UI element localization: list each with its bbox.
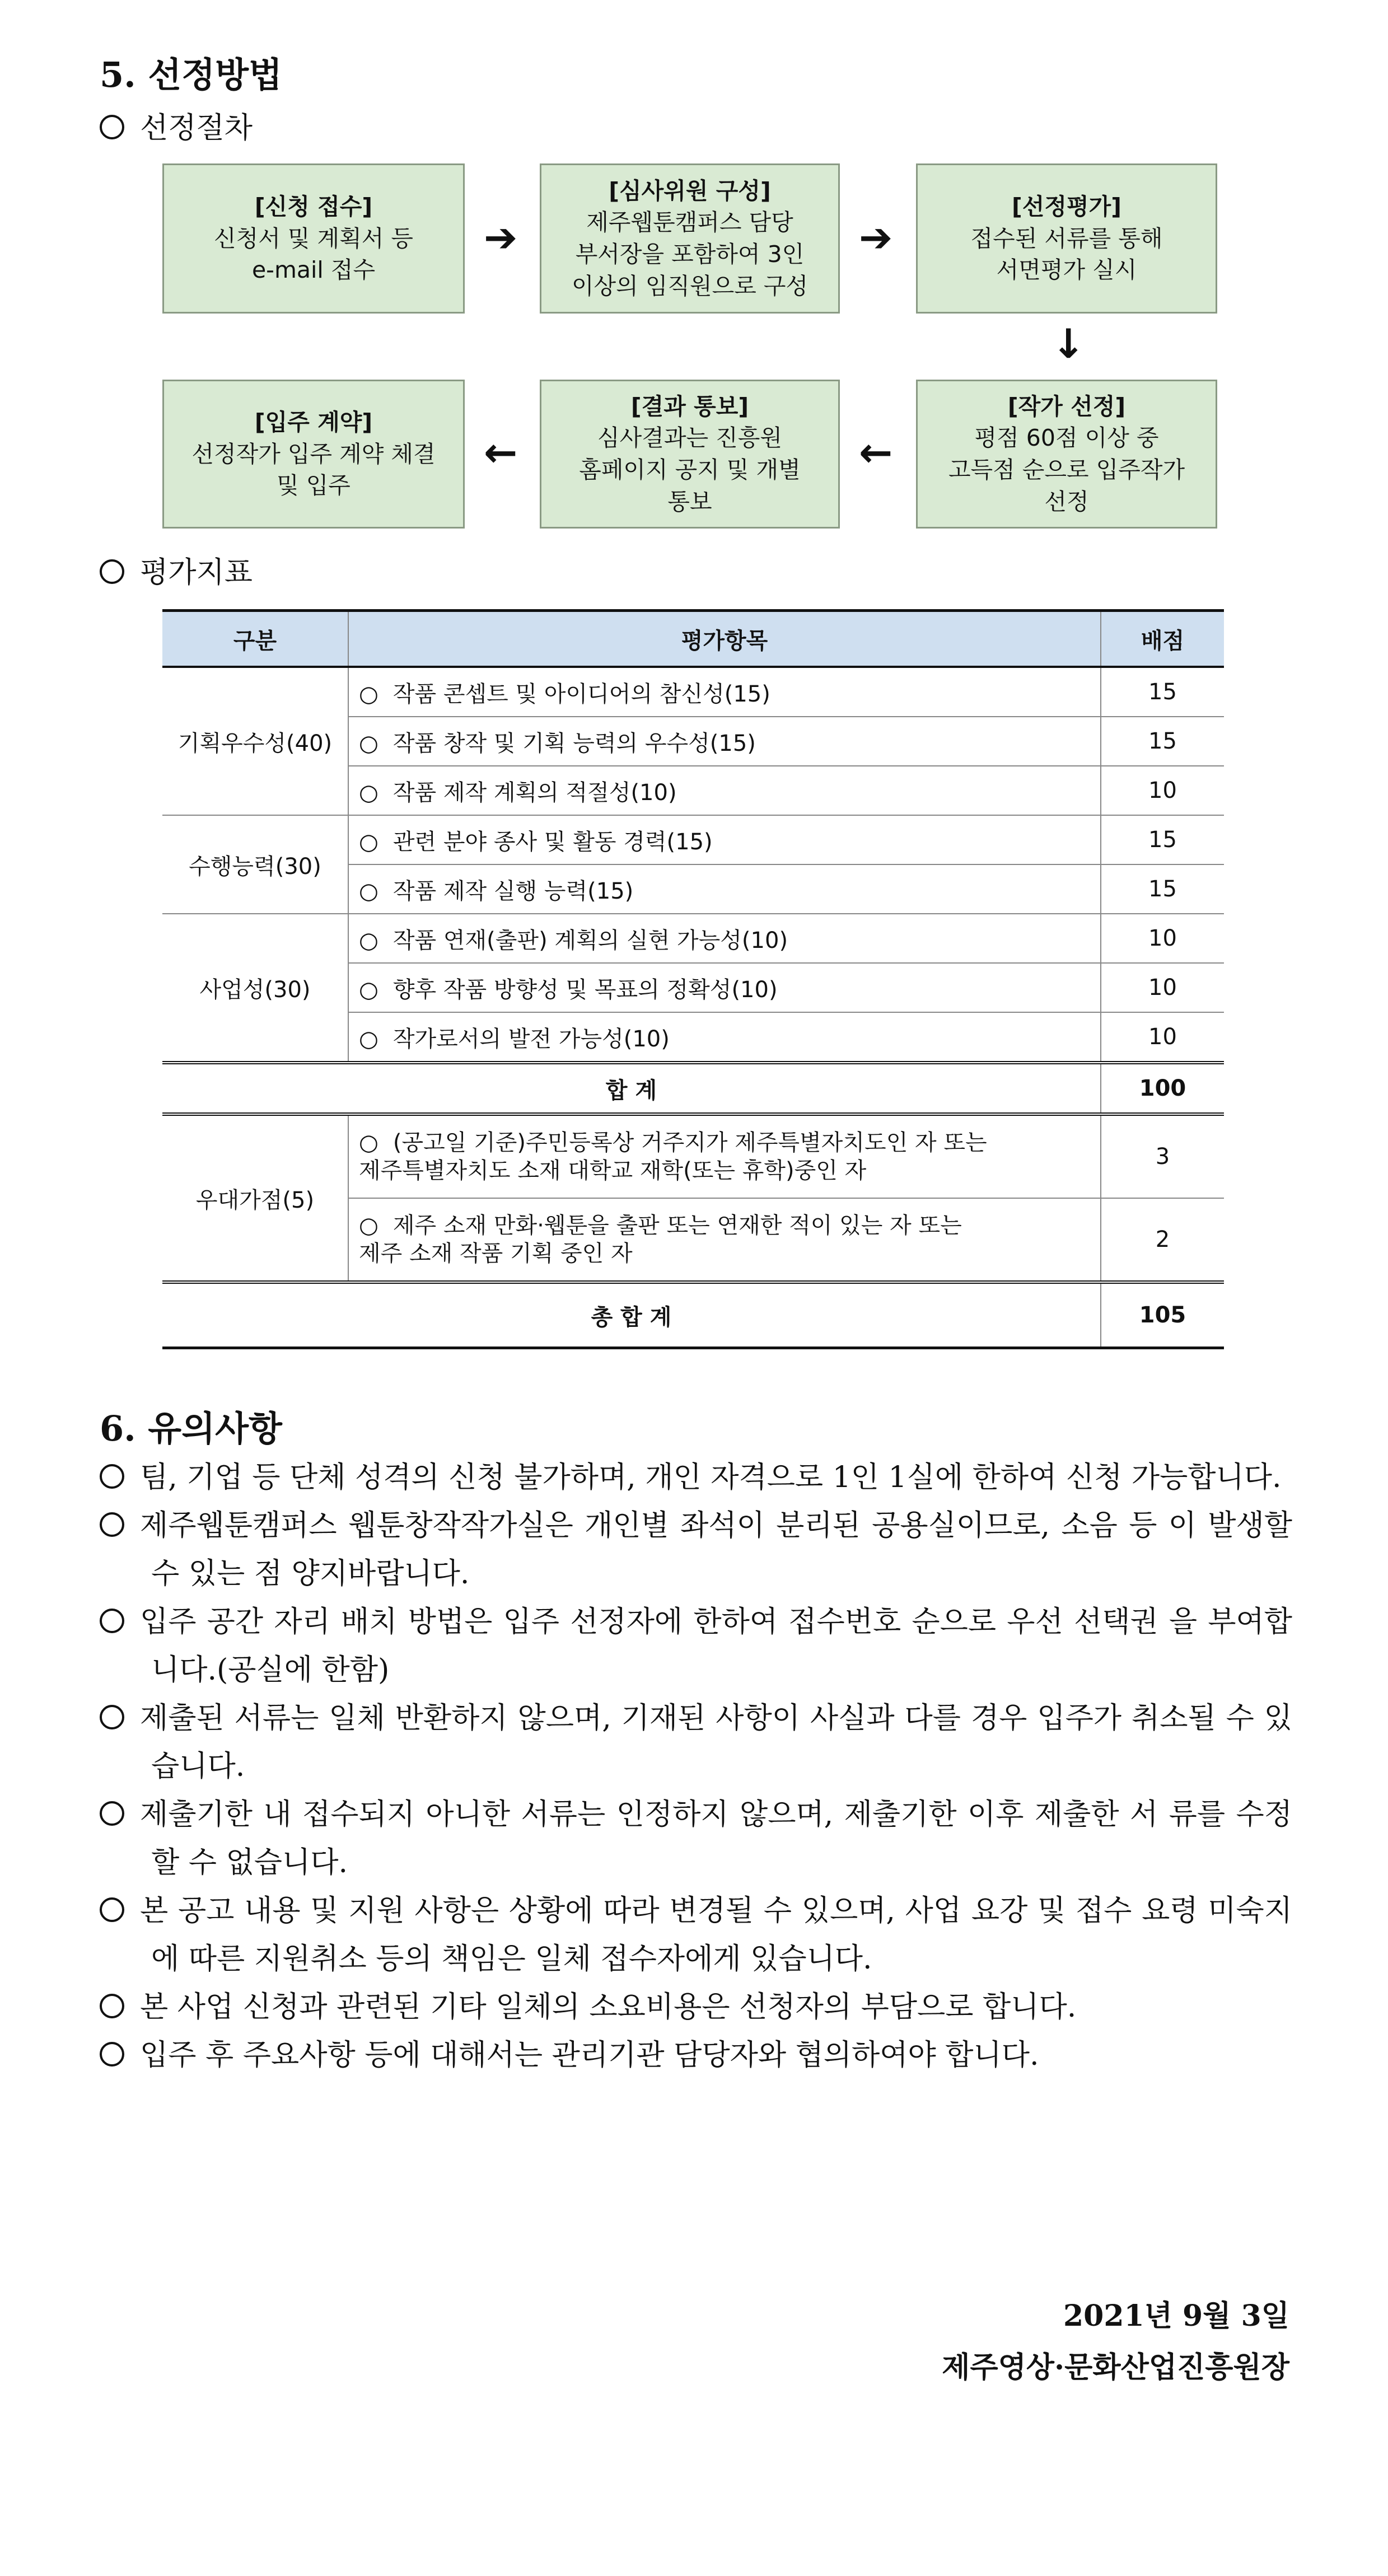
small-circle-icon: ○ [359,730,378,756]
criteria-heading: 평가지표 [100,549,253,591]
section5-title: 5. 선정방법 [100,54,282,95]
circle-bullet-icon [100,2042,124,2067]
grand-total-row: 총 합 계 105 [162,1282,1224,1348]
table-row: ○ 작품 제작 계획의 적절성(10) 10 [162,766,1224,815]
arrow-left-icon: ← [484,429,518,476]
small-circle-icon: ○ [359,829,378,855]
issue-date: 2021년 9월 3일 [1063,2299,1289,2333]
table-row: 우대가점(5) ○ (공고일 기준)주민등록상 거주지가 제주특별자치도인 자 또는 제주특별자치도 소재 대학교 재학(또는 휴학)중인 자 3 [162,1114,1224,1198]
circle-bullet-icon [100,1609,124,1633]
small-circle-icon: ○ [359,1026,378,1052]
small-circle-icon: ○ [359,927,378,953]
issuer-name: 제주영상·문화산업진흥원장 [942,2350,1289,2385]
arrow-left-icon: ← [859,429,893,476]
circle-bullet-icon [100,115,124,139]
table-row: ○ 제주 소재 만화·웹툰을 출판 또는 연재한 적이 있는 자 또는 제주 소재 작품 기획 중인 자 2 [162,1198,1224,1282]
section6-title: 6. 유의사항 [100,1408,282,1449]
list-item: 본 공고 내용 및 지원 사항은 상황에 따라 변경될 수 있으며, 사업 요강 및 접수 요령 미숙지에 따른 지원취소 등의 책임은 일체 접수자에게 있습니다. [100,1887,1292,1983]
table-row: 기획우수성(40) ○ 작품 콘셉트 및 아이디어의 참신성(15) 15 [162,667,1224,717]
arrow-right-icon: ➔ [859,214,893,261]
evaluation-table [162,609,1224,1349]
category-cell: 우대가점(5) [162,1114,348,1282]
small-circle-icon: ○ [359,1130,378,1156]
circle-bullet-icon [100,1994,124,2018]
table-row: ○ 작품 제작 실행 능력(15) 15 [162,864,1224,914]
circle-bullet-icon [100,1705,124,1729]
arrow-right-icon: ➔ [484,214,518,261]
procedure-heading: 선정절차 [100,104,253,146]
header-category: 구분 [162,611,348,667]
list-item: 제주웹툰캠퍼스 웹툰창작작가실은 개인별 좌석이 분리된 공용실이므로, 소음 등 이 발생할 수 있는 점 양지바랍니다. [100,1502,1292,1598]
list-item: 입주 공간 자리 배치 방법은 입주 선정자에 한하여 접수번호 순으로 우선 선택권 을 부여합니다.(공실에 한함) [100,1598,1292,1694]
table-header-row [162,611,1224,667]
step-result-notice: [결과 통보] 심사결과는 진흥원 홈페이지 공지 및 개별 통보 [540,380,840,529]
table-row: ○ 작가로서의 발전 가능성(10) 10 [162,1012,1224,1063]
step-contract: [입주 계약] 선정작가 입주 계약 체결 및 입주 [162,380,465,529]
small-circle-icon: ○ [359,1213,378,1238]
list-item: 제출기한 내 접수되지 아니한 서류는 인정하지 않으며, 제출기한 이후 제출한 서 류를 수정할 수 없습니다. [100,1790,1292,1887]
list-item: 본 사업 신청과 관련된 기타 일체의 소요비용은 선청자의 부담으로 합니다. [100,1983,1292,2031]
table-row: ○ 작품 창작 및 기획 능력의 우수성(15) 15 [162,717,1224,766]
table-row: 사업성(30) ○ 작품 연재(출판) 계획의 실현 가능성(10) 10 [162,914,1224,963]
category-cell: 사업성(30) [162,914,348,1063]
table-row: 수행능력(30) ○ 관련 분야 종사 및 활동 경력(15) 15 [162,815,1224,864]
circle-bullet-icon [100,1801,124,1826]
list-item: 입주 후 주요사항 등에 대해서는 관리기관 담당자와 협의하여야 합니다. [100,2031,1292,2079]
circle-bullet-icon [100,1897,124,1922]
notes-list [100,1453,1292,2079]
list-item: 팀, 기업 등 단체 성격의 신청 불가하며, 개인 자격으로 1인 1실에 한하여 신청 가능합니다. [100,1453,1292,1502]
small-circle-icon: ○ [359,779,378,806]
small-circle-icon: ○ [359,681,378,707]
circle-bullet-icon [100,559,124,584]
small-circle-icon: ○ [359,976,378,1003]
step-committee: [심사위원 구성] 제주웹툰캠퍼스 담당 부서장을 포함하여 3인 이상의 임직원으로 구성 [540,163,840,314]
category-cell: 수행능력(30) [162,815,348,914]
arrow-down-icon: ↓ [1051,320,1086,367]
step-apply: [신청 접수] 신청서 및 계획서 등 e-mail 접수 [162,163,465,314]
subtotal-row: 합 계 100 [162,1063,1224,1114]
step-artist-selection: [작가 선정] 평점 60점 이상 중 고득점 순으로 입주작가 선정 [916,380,1217,529]
category-cell: 기획우수성(40) [162,667,348,815]
list-item: 제출된 서류는 일체 반환하지 않으며, 기재된 사항이 사실과 다를 경우 입주가 취소될 수 있습니다. [100,1694,1292,1790]
table-row: ○ 향후 작품 방향성 및 목표의 정확성(10) 10 [162,963,1224,1012]
header-points: 배점 [1101,611,1224,667]
step-evaluation: [선정평가] 접수된 서류를 통해 서면평가 실시 [916,163,1217,314]
small-circle-icon: ○ [359,878,378,904]
circle-bullet-icon [100,1512,124,1537]
header-item: 평가항목 [348,611,1101,667]
circle-bullet-icon [100,1464,124,1489]
